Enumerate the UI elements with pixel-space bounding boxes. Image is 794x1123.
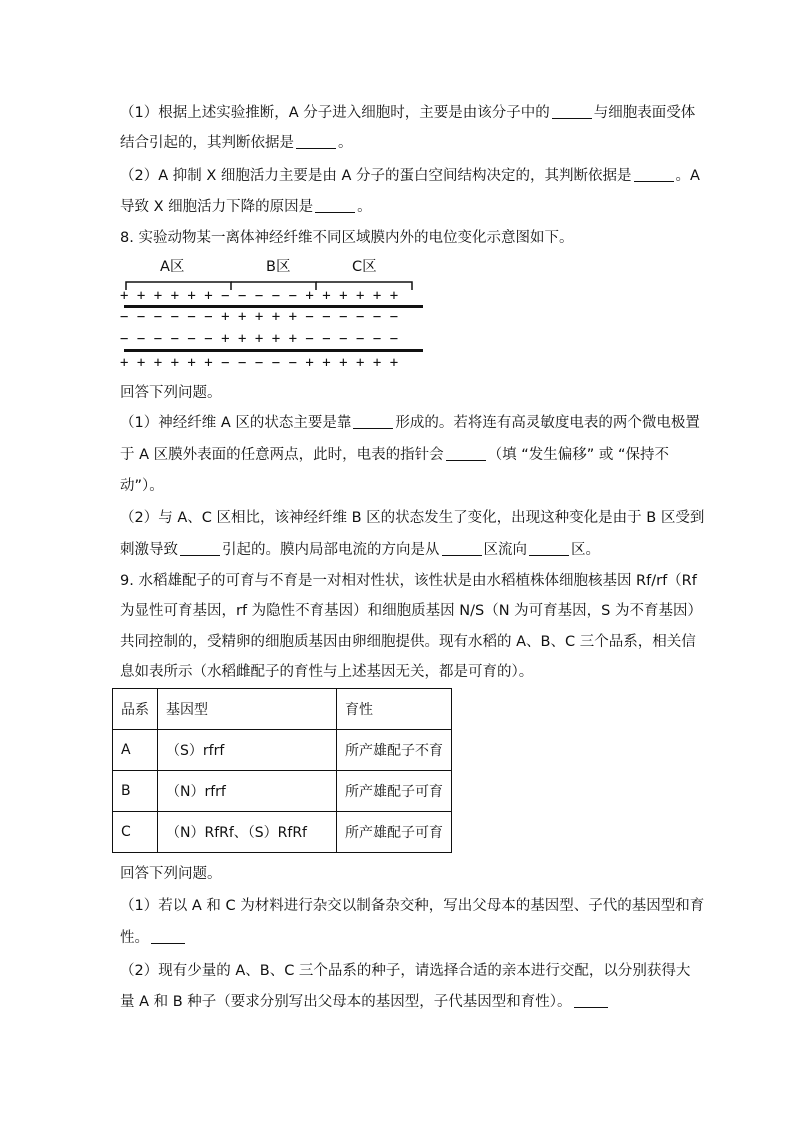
table-header: 基因型 bbox=[158, 689, 337, 730]
table-cell: 所产雄配子可育 bbox=[337, 771, 452, 812]
table-row bbox=[113, 730, 452, 771]
q9-line2: 为显性可育基因，rf 为隐性不育基因）和细胞质基因 N/S（N 为可育基因，S 为不育基因） bbox=[120, 603, 702, 619]
q9-line3: 共同控制的，受精卵的细胞质基因由卵细胞提供。现有水稻的 A、B、C 三个品系，相关信 bbox=[120, 634, 696, 650]
table-header-row bbox=[113, 689, 452, 730]
text: （1）神经纤维 A 区的状态主要是靠 bbox=[120, 415, 352, 431]
table-cell: 所产雄配子不育 bbox=[337, 730, 452, 771]
text: 。 bbox=[338, 135, 353, 151]
text: 结合引起的，其判断依据是 bbox=[120, 135, 294, 151]
outer-membrane-top: + + + + + + − − − − − + + + + + + bbox=[120, 288, 399, 304]
answer-blank[interactable] bbox=[180, 541, 220, 556]
answer-blank[interactable] bbox=[151, 929, 185, 944]
membrane-top bbox=[124, 305, 423, 308]
zone-b-label: B区 bbox=[266, 259, 291, 275]
table-cell: A bbox=[113, 730, 158, 771]
q9-answer-prompt: 回答下列问题。 bbox=[120, 866, 222, 882]
q8-part1-line2 bbox=[120, 445, 669, 465]
q8-answer-prompt: 回答下列问题。 bbox=[120, 385, 222, 401]
table-cell: （S）rfrf bbox=[158, 730, 337, 771]
text: 区。 bbox=[571, 542, 600, 558]
table-cell: 所产雄配子可育 bbox=[337, 812, 452, 853]
answer-blank[interactable] bbox=[634, 167, 674, 182]
q9-line4: 息如表所示（水稻雌配子的育性与上述基因无关，都是可育的）。 bbox=[120, 664, 534, 680]
table-cell: （N）RfRf、（S）RfRf bbox=[158, 812, 337, 853]
text: 。 bbox=[357, 199, 372, 215]
table-cell: （N）rfrf bbox=[158, 771, 337, 812]
q7-part2-line1 bbox=[120, 166, 700, 186]
outer-membrane-bottom: + + + + + + − − − − − + + + + + + bbox=[120, 355, 399, 371]
answer-blank[interactable] bbox=[353, 414, 393, 429]
text: 。A bbox=[675, 168, 700, 184]
q8-part2-line1: （2）与 A、C 区相比，该神经纤维 B 区的状态发生了变化，出现这种变化是由于 B 区受到 bbox=[120, 510, 705, 526]
text: （2）A 抑制 X 细胞活力主要是由 A 分子的蛋白空间结构决定的，其判断依据是 bbox=[120, 168, 632, 184]
q9-part2-line1: （2）现有少量的 A、B、C 三个品系的种子，请选择合适的亲本进行交配，以分别获得大 bbox=[120, 963, 691, 979]
text: 区流向 bbox=[483, 542, 527, 558]
answer-blank[interactable] bbox=[446, 446, 486, 461]
text: 形成的。若将连有高灵敏度电表的两个微电极置 bbox=[395, 415, 700, 431]
text: （1）根据上述实验推断，A 分子进入细胞时，主要是由该分子中的 bbox=[120, 105, 550, 121]
strain-table bbox=[112, 688, 452, 853]
table-row bbox=[113, 771, 452, 812]
table-cell: C bbox=[113, 812, 158, 853]
answer-blank[interactable] bbox=[296, 134, 336, 149]
answer-blank[interactable] bbox=[552, 104, 592, 119]
text: 引起的。膜内局部电流的方向是从 bbox=[222, 542, 440, 558]
text: 导致 X 细胞活力下降的原因是 bbox=[120, 199, 314, 215]
nerve-fiber-diagram bbox=[120, 258, 430, 378]
q9-line1: 9. 水稻雄配子的可育与不育是一对相对性状，该性状是由水稻植株体细胞核基因 Rf/rf（Rf bbox=[120, 573, 697, 589]
q9-part1-line2 bbox=[120, 928, 187, 948]
answer-blank[interactable] bbox=[442, 541, 482, 556]
answer-blank[interactable] bbox=[529, 541, 569, 556]
q8-part2-line2 bbox=[120, 540, 600, 560]
zone-c-label: C区 bbox=[352, 259, 377, 275]
q8-part1-line1 bbox=[120, 413, 700, 433]
text: 刺激导致 bbox=[120, 542, 178, 558]
answer-blank[interactable] bbox=[315, 198, 355, 213]
q8-part1-line3: 动”）。 bbox=[120, 478, 164, 494]
inner-membrane-top: − − − − − − + + + + + − − − − − − bbox=[120, 309, 399, 325]
text: 与细胞表面受体 bbox=[593, 105, 696, 121]
text: 于 A 区膜外表面的任意两点，此时，电表的指针会 bbox=[120, 447, 444, 463]
q7-part1-line2 bbox=[120, 133, 353, 153]
answer-blank[interactable] bbox=[574, 993, 608, 1008]
text: 量 A 和 B 种子（要求分别写出父母本的基因型，子代基因型和育性）。 bbox=[120, 994, 572, 1010]
zone-a-label: A区 bbox=[160, 259, 185, 275]
q9-part2-line2 bbox=[120, 992, 610, 1012]
q8-title: 8. 实验动物某一离体神经纤维不同区域膜内外的电位变化示意图如下。 bbox=[120, 230, 574, 246]
membrane-bottom bbox=[124, 349, 423, 352]
table-header: 育性 bbox=[337, 689, 452, 730]
table-row bbox=[113, 812, 452, 853]
text: （填 “发生偏移” 或 “保持不 bbox=[487, 447, 670, 463]
text: 性。 bbox=[120, 930, 149, 946]
table-cell: B bbox=[113, 771, 158, 812]
table-header: 品系 bbox=[113, 689, 158, 730]
q9-part1-line1: （1）若以 A 和 C 为材料进行杂交以制备杂交种，写出父母本的基因型、子代的基因型和育 bbox=[120, 898, 705, 914]
q7-part2-line2 bbox=[120, 197, 372, 217]
inner-membrane-bottom: − − − − − − + + + + + − − − − − − bbox=[120, 331, 399, 347]
q7-part1-line1 bbox=[120, 103, 695, 123]
